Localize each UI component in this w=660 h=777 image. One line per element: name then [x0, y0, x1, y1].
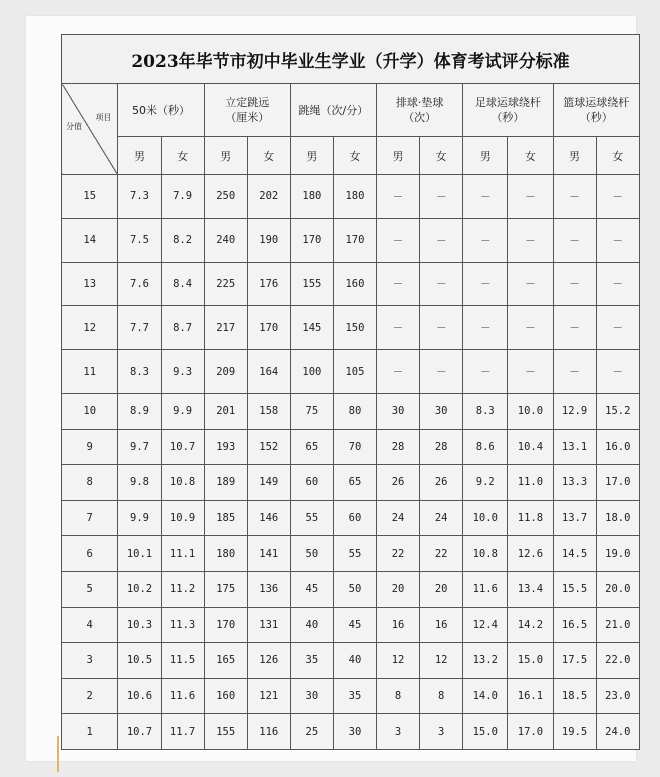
- value-cell: 19.0: [596, 536, 639, 572]
- value-cell: 18.0: [596, 500, 639, 536]
- value-cell: 225: [204, 262, 247, 306]
- value-cell: 155: [290, 262, 333, 306]
- value-cell: 22: [377, 536, 420, 572]
- value-cell: －: [553, 306, 596, 350]
- value-cell: 131: [247, 607, 290, 643]
- score-cell: 1: [62, 714, 118, 750]
- table-row: [62, 465, 640, 501]
- score-cell: 8: [62, 465, 118, 501]
- value-cell: －: [508, 262, 553, 306]
- value-cell: 8.7: [161, 306, 204, 350]
- corner-item-label: 项目: [95, 113, 112, 122]
- value-cell: 7.3: [118, 175, 161, 219]
- value-cell: 149: [247, 465, 290, 501]
- table-row: [62, 306, 640, 350]
- value-cell: 60: [333, 500, 376, 536]
- value-cell: 35: [333, 678, 376, 714]
- event-header-basketball: 篮球运球绕杆 （秒）: [553, 84, 640, 137]
- value-cell: 35: [290, 643, 333, 679]
- gender-female: 女: [420, 137, 463, 175]
- value-cell: 75: [290, 393, 333, 429]
- table-row: [62, 536, 640, 572]
- score-cell: 12: [62, 306, 118, 350]
- score-table: [61, 34, 640, 750]
- value-cell: 26: [420, 465, 463, 501]
- value-cell: 30: [290, 678, 333, 714]
- score-cell: 9: [62, 429, 118, 465]
- score-cell: 14: [62, 218, 118, 262]
- value-cell: －: [420, 175, 463, 219]
- value-cell: 11.0: [508, 465, 553, 501]
- value-cell: 145: [290, 306, 333, 350]
- value-cell: 7.5: [118, 218, 161, 262]
- value-cell: 80: [333, 393, 376, 429]
- value-cell: －: [463, 306, 508, 350]
- value-cell: 20: [377, 571, 420, 607]
- value-cell: 9.2: [463, 465, 508, 501]
- value-cell: 217: [204, 306, 247, 350]
- gender-female: 女: [161, 137, 204, 175]
- value-cell: 11.8: [508, 500, 553, 536]
- value-cell: 21.0: [596, 607, 639, 643]
- value-cell: 12: [377, 643, 420, 679]
- value-cell: 20.0: [596, 571, 639, 607]
- value-cell: 10.2: [118, 571, 161, 607]
- gender-male: 男: [204, 137, 247, 175]
- value-cell: －: [377, 175, 420, 219]
- value-cell: 15.0: [508, 643, 553, 679]
- value-cell: 45: [290, 571, 333, 607]
- value-cell: 12.4: [463, 607, 508, 643]
- value-cell: －: [377, 262, 420, 306]
- gender-male: 男: [118, 137, 161, 175]
- value-cell: －: [596, 262, 639, 306]
- value-cell: 15.0: [463, 714, 508, 750]
- score-cell: 6: [62, 536, 118, 572]
- value-cell: 10.3: [118, 607, 161, 643]
- value-cell: 45: [333, 607, 376, 643]
- value-cell: 11.2: [161, 571, 204, 607]
- value-cell: 11.6: [161, 678, 204, 714]
- value-cell: 65: [333, 465, 376, 501]
- value-cell: 14.0: [463, 678, 508, 714]
- score-cell: 5: [62, 571, 118, 607]
- value-cell: 170: [247, 306, 290, 350]
- value-cell: －: [596, 350, 639, 394]
- value-cell: 150: [333, 306, 376, 350]
- value-cell: －: [377, 218, 420, 262]
- value-cell: 30: [333, 714, 376, 750]
- corner-score-label: 分值: [66, 122, 82, 131]
- value-cell: －: [596, 218, 639, 262]
- document-page: [26, 16, 636, 761]
- value-cell: 105: [333, 350, 376, 394]
- score-cell: 7: [62, 500, 118, 536]
- value-cell: －: [420, 350, 463, 394]
- value-cell: 155: [204, 714, 247, 750]
- value-cell: －: [463, 350, 508, 394]
- table-row: [62, 571, 640, 607]
- value-cell: 240: [204, 218, 247, 262]
- gender-male: 男: [463, 137, 508, 175]
- value-cell: 15.5: [553, 571, 596, 607]
- value-cell: 26: [377, 465, 420, 501]
- value-cell: 121: [247, 678, 290, 714]
- value-cell: 8: [420, 678, 463, 714]
- value-cell: －: [596, 175, 639, 219]
- value-cell: 30: [377, 393, 420, 429]
- value-cell: 24: [377, 500, 420, 536]
- value-cell: 8.9: [118, 393, 161, 429]
- table-row: [62, 714, 640, 750]
- event-header-football: 足球运球绕杆 （秒）: [463, 84, 553, 137]
- value-cell: 9.8: [118, 465, 161, 501]
- value-cell: 158: [247, 393, 290, 429]
- score-cell: 13: [62, 262, 118, 306]
- table-row: [62, 643, 640, 679]
- value-cell: 10.6: [118, 678, 161, 714]
- value-cell: 8.3: [118, 350, 161, 394]
- value-cell: 193: [204, 429, 247, 465]
- value-cell: 7.9: [161, 175, 204, 219]
- value-cell: 136: [247, 571, 290, 607]
- table-row: [62, 607, 640, 643]
- value-cell: －: [553, 175, 596, 219]
- value-cell: 180: [333, 175, 376, 219]
- value-cell: 100: [290, 350, 333, 394]
- score-cell: 4: [62, 607, 118, 643]
- value-cell: 20: [420, 571, 463, 607]
- event-header-50m: 50米（秒）: [118, 84, 204, 137]
- value-cell: 12: [420, 643, 463, 679]
- value-cell: 11.6: [463, 571, 508, 607]
- value-cell: 160: [333, 262, 376, 306]
- value-cell: 9.9: [161, 393, 204, 429]
- value-cell: 7.7: [118, 306, 161, 350]
- value-cell: －: [508, 175, 553, 219]
- value-cell: 23.0: [596, 678, 639, 714]
- gender-male: 男: [290, 137, 333, 175]
- value-cell: 7.6: [118, 262, 161, 306]
- event-header-volleyball: 排球·垫球 （次）: [377, 84, 463, 137]
- value-cell: －: [553, 218, 596, 262]
- value-cell: 8.2: [161, 218, 204, 262]
- value-cell: 15.2: [596, 393, 639, 429]
- value-cell: 170: [290, 218, 333, 262]
- value-cell: 152: [247, 429, 290, 465]
- value-cell: 16.1: [508, 678, 553, 714]
- value-cell: 164: [247, 350, 290, 394]
- value-cell: 180: [290, 175, 333, 219]
- value-cell: 190: [247, 218, 290, 262]
- value-cell: 3: [377, 714, 420, 750]
- value-cell: 185: [204, 500, 247, 536]
- value-cell: 28: [377, 429, 420, 465]
- value-cell: 16: [420, 607, 463, 643]
- value-cell: －: [596, 306, 639, 350]
- score-cell: 10: [62, 393, 118, 429]
- value-cell: 116: [247, 714, 290, 750]
- value-cell: 8: [377, 678, 420, 714]
- value-cell: 146: [247, 500, 290, 536]
- value-cell: 11.5: [161, 643, 204, 679]
- value-cell: 13.3: [553, 465, 596, 501]
- value-cell: 40: [290, 607, 333, 643]
- value-cell: 11.3: [161, 607, 204, 643]
- event-header-rope-skipping: 跳绳（次/分）: [290, 84, 376, 137]
- value-cell: －: [420, 218, 463, 262]
- value-cell: 202: [247, 175, 290, 219]
- value-cell: －: [377, 306, 420, 350]
- value-cell: －: [463, 262, 508, 306]
- value-cell: －: [463, 175, 508, 219]
- score-cell: 2: [62, 678, 118, 714]
- value-cell: 170: [204, 607, 247, 643]
- value-cell: 25: [290, 714, 333, 750]
- value-cell: 10.8: [463, 536, 508, 572]
- value-cell: 141: [247, 536, 290, 572]
- score-cell: 15: [62, 175, 118, 219]
- value-cell: 10.7: [118, 714, 161, 750]
- table-row: [62, 218, 640, 262]
- value-cell: 170: [333, 218, 376, 262]
- value-cell: 65: [290, 429, 333, 465]
- gender-female: 女: [508, 137, 553, 175]
- value-cell: 11.7: [161, 714, 204, 750]
- value-cell: －: [553, 262, 596, 306]
- value-cell: －: [377, 350, 420, 394]
- table-row: [62, 350, 640, 394]
- event-header-long-jump: 立定跳远 （厘米）: [204, 84, 290, 137]
- value-cell: 40: [333, 643, 376, 679]
- value-cell: 8.4: [161, 262, 204, 306]
- value-cell: 8.3: [463, 393, 508, 429]
- value-cell: 19.5: [553, 714, 596, 750]
- table-row: [62, 500, 640, 536]
- table-title: 2023年毕节市初中毕业生学业（升学）体育考试评分标准: [62, 35, 640, 84]
- value-cell: 189: [204, 465, 247, 501]
- value-cell: 22: [420, 536, 463, 572]
- value-cell: 17.0: [508, 714, 553, 750]
- value-cell: 201: [204, 393, 247, 429]
- value-cell: 50: [290, 536, 333, 572]
- value-cell: 22.0: [596, 643, 639, 679]
- score-cell: 3: [62, 643, 118, 679]
- value-cell: 16.5: [553, 607, 596, 643]
- value-cell: －: [508, 350, 553, 394]
- table-row: [62, 429, 640, 465]
- value-cell: 13.4: [508, 571, 553, 607]
- value-cell: 13.7: [553, 500, 596, 536]
- gender-male: 男: [377, 137, 420, 175]
- row-highlight-marker: [57, 736, 59, 772]
- value-cell: 12.6: [508, 536, 553, 572]
- value-cell: 175: [204, 571, 247, 607]
- value-cell: 13.1: [553, 429, 596, 465]
- value-cell: 250: [204, 175, 247, 219]
- value-cell: 14.5: [553, 536, 596, 572]
- score-table-container: [61, 34, 640, 750]
- corner-header: [62, 84, 118, 175]
- value-cell: －: [420, 306, 463, 350]
- value-cell: 13.2: [463, 643, 508, 679]
- value-cell: 16.0: [596, 429, 639, 465]
- value-cell: 10.1: [118, 536, 161, 572]
- value-cell: 24.0: [596, 714, 639, 750]
- value-cell: 12.9: [553, 393, 596, 429]
- value-cell: 180: [204, 536, 247, 572]
- value-cell: 28: [420, 429, 463, 465]
- value-cell: 9.3: [161, 350, 204, 394]
- value-cell: 10.8: [161, 465, 204, 501]
- gender-female: 女: [247, 137, 290, 175]
- value-cell: 176: [247, 262, 290, 306]
- gender-female: 女: [596, 137, 639, 175]
- value-cell: 50: [333, 571, 376, 607]
- table-row: [62, 175, 640, 219]
- table-row: [62, 262, 640, 306]
- gender-male: 男: [553, 137, 596, 175]
- value-cell: －: [553, 350, 596, 394]
- value-cell: 55: [290, 500, 333, 536]
- table-row: [62, 678, 640, 714]
- value-cell: 10.0: [463, 500, 508, 536]
- value-cell: 10.9: [161, 500, 204, 536]
- value-cell: 8.6: [463, 429, 508, 465]
- score-cell: 11: [62, 350, 118, 394]
- value-cell: 60: [290, 465, 333, 501]
- value-cell: 10.7: [161, 429, 204, 465]
- table-row: [62, 393, 640, 429]
- value-cell: 18.5: [553, 678, 596, 714]
- value-cell: 10.4: [508, 429, 553, 465]
- value-cell: －: [508, 218, 553, 262]
- value-cell: 30: [420, 393, 463, 429]
- value-cell: －: [420, 262, 463, 306]
- value-cell: 160: [204, 678, 247, 714]
- value-cell: 209: [204, 350, 247, 394]
- value-cell: 3: [420, 714, 463, 750]
- value-cell: 24: [420, 500, 463, 536]
- value-cell: －: [463, 218, 508, 262]
- value-cell: 9.7: [118, 429, 161, 465]
- gender-female: 女: [333, 137, 376, 175]
- value-cell: 10.0: [508, 393, 553, 429]
- value-cell: 16: [377, 607, 420, 643]
- value-cell: 10.5: [118, 643, 161, 679]
- value-cell: 14.2: [508, 607, 553, 643]
- value-cell: 70: [333, 429, 376, 465]
- value-cell: 55: [333, 536, 376, 572]
- value-cell: 11.1: [161, 536, 204, 572]
- value-cell: 9.9: [118, 500, 161, 536]
- value-cell: －: [508, 306, 553, 350]
- value-cell: 126: [247, 643, 290, 679]
- value-cell: 17.5: [553, 643, 596, 679]
- value-cell: 17.0: [596, 465, 639, 501]
- value-cell: 165: [204, 643, 247, 679]
